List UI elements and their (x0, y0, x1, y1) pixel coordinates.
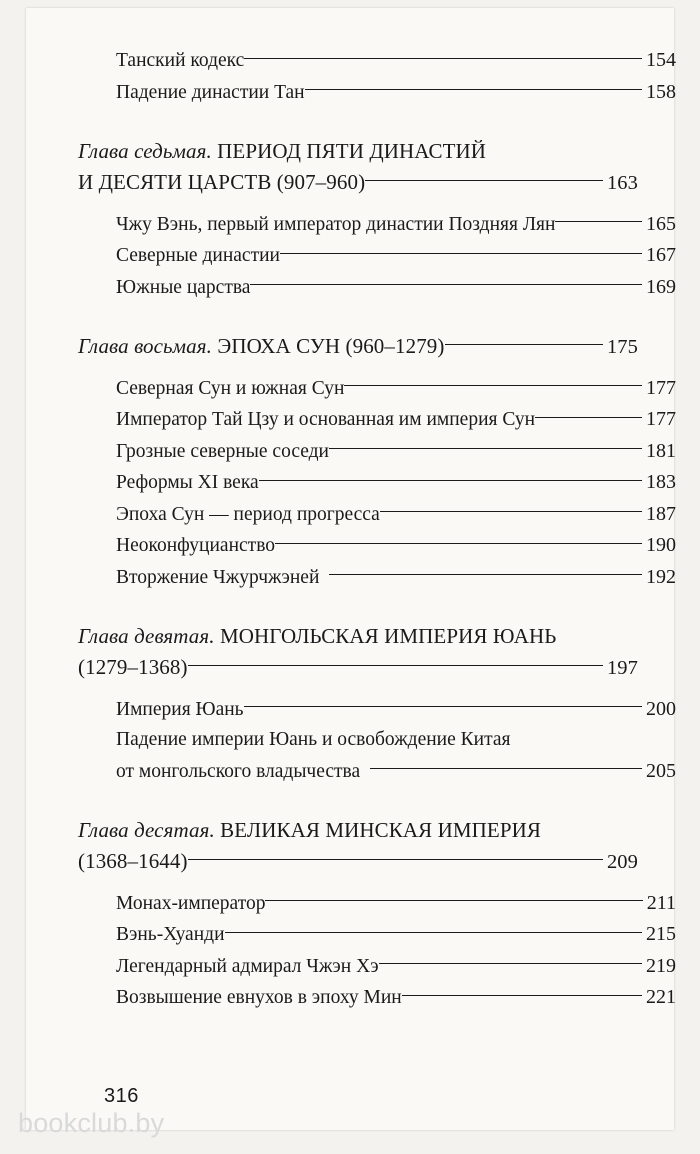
toc-entry-page: 181 (646, 439, 676, 462)
chapter-label: Глава десятая. (78, 818, 215, 842)
toc-entry-page: 158 (646, 80, 676, 103)
chapter-heading-line[interactable] (78, 141, 638, 162)
toc-entry-title: Падение династии Тан (116, 81, 305, 103)
toc-entry[interactable] (78, 441, 676, 462)
chapter-page: 209 (606, 851, 638, 873)
toc-entry[interactable] (78, 214, 676, 235)
leader-line (535, 417, 642, 418)
leader-line (188, 665, 603, 666)
toc-entry[interactable] (78, 245, 676, 266)
chapter-heading-line[interactable] (78, 626, 638, 647)
spacer (78, 792, 638, 820)
toc-entry-page: 211 (646, 891, 676, 914)
toc-entry-title: Южные царства (116, 276, 251, 298)
toc-entry-title: Падение империи Юань и освобождение Китая (116, 729, 511, 750)
toc-entry-title: Северная Сун и южная Сун (116, 377, 345, 399)
toc-entry[interactable] (78, 50, 676, 71)
toc-chapter-seven (78, 141, 638, 194)
toc-entry-page: 219 (646, 954, 676, 977)
toc-entry[interactable] (78, 277, 676, 298)
chapter-title-line1: ВЕЛИКАЯ МИНСКАЯ ИМПЕРИЯ (220, 818, 541, 842)
chapter-heading-line[interactable] (78, 657, 638, 679)
toc-entry-title: Грозные северные соседи (116, 440, 329, 462)
leader-line (188, 859, 603, 860)
toc-entry-page: 169 (646, 275, 676, 298)
leader-line (244, 58, 642, 59)
toc-entry-page: 165 (646, 212, 676, 235)
chapter-title-line2: (1368–1644) (78, 849, 188, 873)
leader-line (445, 344, 603, 345)
chapter-page: 163 (606, 172, 638, 194)
toc-entry-title: от монгольского владычества (116, 760, 361, 782)
toc-entry-page: 154 (646, 49, 676, 71)
toc-entry[interactable] (78, 378, 676, 399)
toc-entry-title: Эпоха Сун — период прогресса (116, 503, 380, 525)
leader-line (380, 511, 642, 512)
toc-entry[interactable] (78, 409, 676, 430)
toc-entry-page: 183 (646, 471, 676, 493)
chapter-title-line1: ПЕРИОД ПЯТИ ДИНАСТИЙ (217, 139, 487, 163)
toc-entry[interactable] (78, 472, 676, 493)
leader-line (250, 284, 642, 285)
toc-entry-title: Император Тай Цзу и основанная им империя Сун (116, 409, 536, 430)
leader-line (275, 543, 642, 544)
toc-entry-page: 215 (646, 923, 676, 945)
toc-entry-page: 205 (646, 759, 676, 782)
spacer (78, 689, 638, 699)
toc-entry[interactable] (78, 82, 676, 103)
toc-entry-page: 192 (646, 565, 676, 588)
leader-line (370, 768, 642, 769)
toc-entry-title: Чжу Вэнь, первый император династии Поздняя Лян (116, 213, 556, 235)
chapter-heading-line[interactable] (78, 172, 638, 194)
chapter-label: Глава восьмая. (78, 334, 212, 358)
toc-entry[interactable] (78, 987, 676, 1008)
spacer (78, 598, 638, 626)
chapter-heading-line[interactable] (78, 336, 638, 358)
toc-entry[interactable] (78, 956, 676, 977)
leader-line (344, 385, 642, 386)
leader-line (244, 706, 642, 707)
chapter-page: 175 (606, 336, 638, 358)
leader-line (329, 448, 642, 449)
watermark: bookclub.by (18, 1108, 165, 1138)
toc-entry-title: Легендарный адмирал Чжэн Хэ (116, 955, 379, 977)
leader-gap (360, 762, 370, 782)
leader-line (265, 900, 642, 901)
toc-entry[interactable] (78, 535, 676, 556)
leader-line (365, 180, 603, 181)
toc-entry-title: Неоконфуцианство (116, 535, 276, 556)
toc-entry[interactable] (78, 567, 676, 588)
leader-line (379, 963, 642, 964)
leader-line (329, 574, 642, 575)
chapter-page: 197 (606, 657, 638, 679)
toc-entry-title: Вэнь-Хуанди (116, 924, 225, 945)
toc-entry-title: Вторжение Чжурчжэней (116, 566, 320, 588)
toc-entry[interactable] (78, 504, 676, 525)
toc-entry-title: Империя Юань (116, 698, 244, 720)
toc-entry[interactable] (78, 924, 676, 945)
chapter-label: Глава седьмая. (78, 139, 212, 163)
table-of-contents (78, 49, 676, 1019)
book-page (26, 8, 674, 1130)
chapter-title-line1: МОНГОЛЬСКАЯ ИМПЕРИЯ ЮАНЬ (219, 624, 557, 648)
toc-chapter-ten (78, 820, 638, 873)
toc-entry-page: 190 (646, 534, 676, 556)
leader-line (402, 995, 642, 996)
toc-entry-page: 200 (646, 697, 676, 720)
toc-chapter-eight (78, 336, 638, 358)
spacer (78, 113, 638, 141)
chapter-title-line2: (1279–1368) (78, 655, 188, 679)
toc-entry-title: Возвышение евнухов в эпоху Мин (116, 987, 402, 1008)
spacer (78, 308, 638, 336)
toc-entry-title: Северные династии (116, 245, 280, 266)
leader-line (555, 221, 642, 222)
page-number: 316 (104, 1085, 139, 1107)
chapter-heading-line[interactable] (78, 851, 638, 873)
toc-entry[interactable] (78, 699, 676, 720)
toc-entry-title: Реформы XI века (116, 472, 259, 493)
toc-entry-page: 187 (646, 502, 676, 525)
toc-entry-title: Монах-император (116, 892, 266, 914)
toc-entry-page: 167 (646, 244, 676, 266)
spacer (78, 368, 638, 378)
spacer (78, 883, 638, 893)
leader-line (259, 480, 642, 481)
chapter-title-line2: И ДЕСЯТИ ЦАРСТВ (907–960) (78, 170, 366, 194)
leader-line (305, 89, 642, 90)
toc-entry-page: 221 (646, 986, 676, 1008)
leader-gap (319, 568, 329, 588)
leader-line (280, 253, 642, 254)
spacer (78, 204, 638, 214)
toc-entry[interactable] (78, 730, 676, 750)
toc-entry-title: Танский кодекс (116, 50, 245, 71)
toc-entry-page: 177 (646, 408, 676, 430)
chapter-label: Глава девятая. (78, 624, 215, 648)
toc-entry[interactable] (78, 761, 676, 782)
chapter-title-line1: ЭПОХА СУН (960–1279) (217, 334, 445, 358)
toc-entry-page: 177 (646, 376, 676, 399)
leader-line (225, 932, 642, 933)
toc-chapter-nine (78, 626, 638, 679)
toc-entry[interactable] (78, 893, 676, 914)
chapter-heading-line[interactable] (78, 820, 638, 841)
